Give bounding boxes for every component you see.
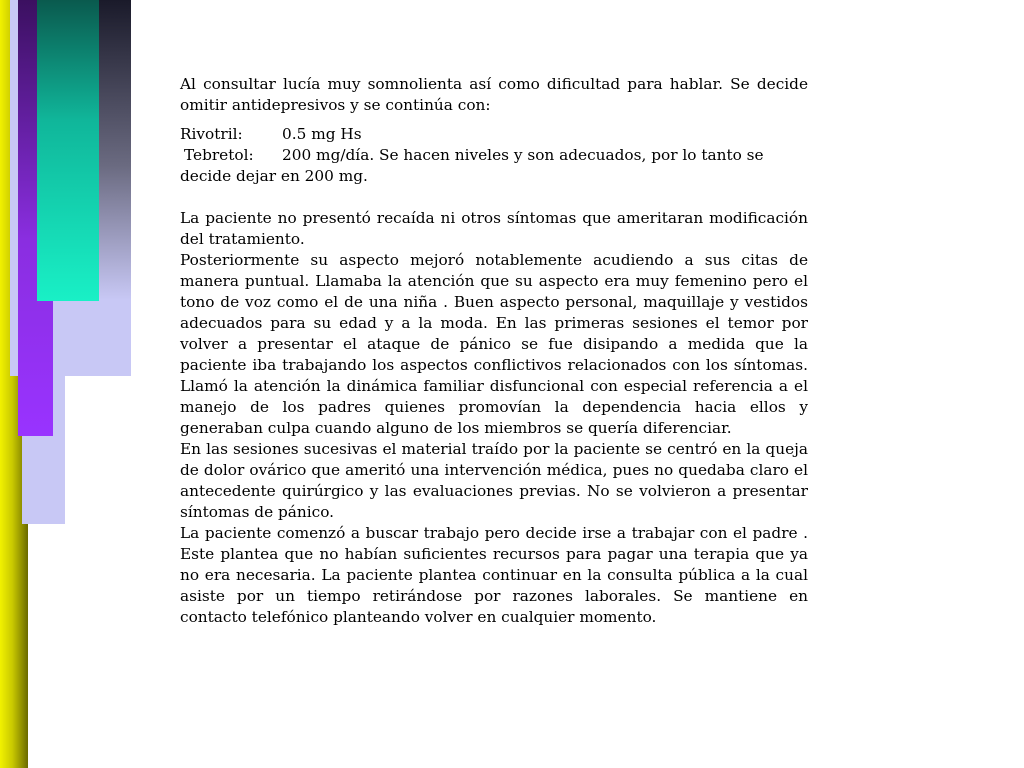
paragraph: La paciente comenzó a buscar trabajo pero decide irse a trabajar con el padre . Este plantea que no habían suficientes recursos para pagar una terapia que ya no era necesaria. La paciente plantea continuar en la consulta pública a la cual asiste por un tiempo retirándose por razones laborales. Se mantiene en contacto telefónico planteando volver en cualquier momento. bbox=[180, 524, 808, 626]
medication-tebretol bbox=[180, 145, 808, 166]
paragraph: La paciente no presentó recaída ni otros síntomas que ameritaran modificación del tratamiento. bbox=[180, 209, 808, 248]
medication-dose: 0.5 mg Hs bbox=[282, 125, 362, 143]
medication-name: Rivotril: bbox=[180, 125, 243, 143]
medication-rivotril bbox=[180, 124, 808, 145]
paragraph: En las sesiones sucesivas el material traído por la paciente se centró en la queja de dolor ovárico que ameritó una intervención médica, pues no quedaba claro el antecedente quirúrgico y las evaluaciones previas. No se volvieron a presentar síntomas de pánico. bbox=[180, 440, 808, 521]
decorative-bar-teal bbox=[37, 0, 99, 301]
medication-name: Tebretol: bbox=[184, 146, 254, 164]
intro-paragraph: Al consultar lucía muy somnolienta así como dificultad para hablar. Se decide omitir antidepresivos y se continúa con: bbox=[180, 75, 808, 114]
slide-text-body bbox=[180, 74, 808, 628]
medication-dose: 200 mg/día. Se hacen niveles y son adecuados, por lo tanto se bbox=[282, 146, 764, 164]
paragraph: Posteriormente su aspecto mejoró notablemente acudiendo a sus citas de manera puntual. Llamaba la atención que su aspecto era muy femenino pero el tono de voz como el de una niña . Buen aspecto personal, maquillaje y vestidos adecuados para su edad y a la moda. En las primeras sesiones el temor por volver a presentar el ataque de pánico se fue disipando a medida que la paciente iba trabajando los aspectos conflictivos relacionados con los síntomas. Llamó la atención la dinámica familiar disfuncional con especial referencia a el manejo de los padres quienes promovían la dependencia hacia ellos y generaban culpa cuando alguno de los miembros se quería diferenciar. bbox=[180, 251, 808, 437]
medication-note: decide dejar en 200 mg. bbox=[180, 167, 368, 185]
